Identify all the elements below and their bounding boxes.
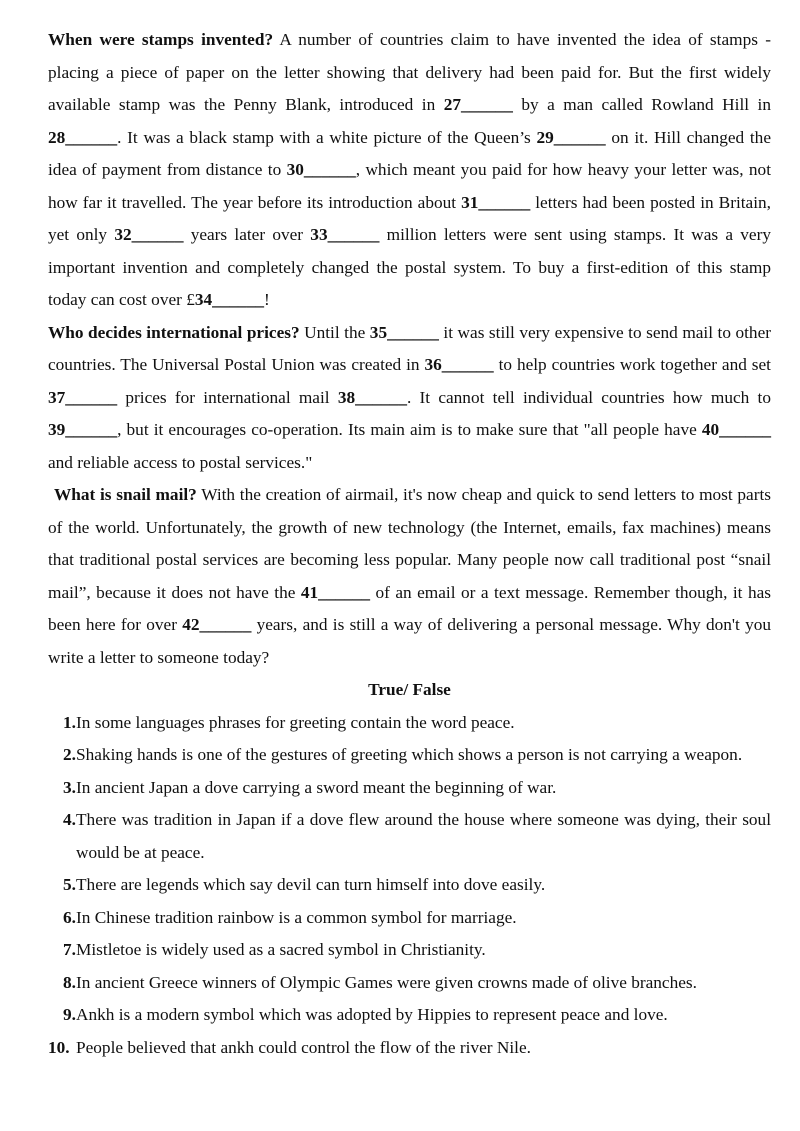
list-item: 4. There was tradition in Japan if a dove flew around the house where someone was dying, their soul would be at peace. bbox=[63, 810, 771, 862]
blank-34: 34______ bbox=[194, 290, 264, 309]
list-item: 8. In ancient Greece winners of Olympic Games were given crowns made of olive branches. bbox=[63, 972, 697, 992]
snail-mail-paragraph: What is snail mail? With the creation of airmail, it's now cheap and quick to send letters to most parts of the world. Unfortunately, the growth of new technology (the Internet, emails, fax machines) means that traditional postal services are becoming less popular. Many people now call traditional post “snail mail”, because it does not have the 41______ of an email or a text message. Remember though, it has been here for over 42______ years, and is still a way of delivering a personal message. Why don't you write a letter to someone today? bbox=[48, 485, 771, 667]
blank-35: 35______ bbox=[369, 322, 439, 342]
blank-27: 27______ bbox=[443, 95, 513, 114]
list-item: 2. Shaking hands is one of the gestures of greeting which shows a person is not carrying a weapon. bbox=[63, 745, 743, 764]
blank-38: 38______ bbox=[337, 387, 407, 407]
blank-41: 41______ bbox=[300, 582, 370, 602]
blank-31: 31______ bbox=[461, 192, 531, 212]
blank-29: 29______ bbox=[536, 127, 606, 147]
prices-heading: Who decides international prices? bbox=[48, 322, 300, 342]
blank-36: 36______ bbox=[424, 355, 494, 374]
blank-40: 40______ bbox=[701, 420, 771, 439]
list-item: 1. In some languages phrases for greeting contain the word peace. bbox=[63, 712, 515, 732]
list-item: 10. People believed that ankh could control the flow of the river Nile. bbox=[48, 1037, 531, 1057]
blank-39: 39______ bbox=[48, 420, 118, 439]
blank-37: 37______ bbox=[48, 387, 118, 407]
snail-mail-heading: What is snail mail? bbox=[54, 485, 197, 504]
blank-32: 32______ bbox=[114, 225, 184, 244]
prices-paragraph: Who decides international prices? Until the 35______ it was still very expensive to send mail to other countries. The Universal Postal Union was created in 36______ to help countries work together and set 37______ prices for international mail 38______. It cannot tell individual countries how much to 39______, but it encourages co-operation. Its main aim is to make sure that "all people have 40______ and reliable access to postal services." bbox=[48, 322, 771, 472]
stamps-heading: When were stamps invented? bbox=[48, 30, 274, 49]
list-item: 7. Mistletoe is widely used as a sacred symbol in Christianity. bbox=[63, 940, 486, 959]
list-item: 5. There are legends which say devil can turn himself into dove easily. bbox=[63, 875, 546, 894]
list-item: 3. In ancient Japan a dove carrying a sword meant the beginning of war. bbox=[63, 777, 557, 797]
list-item: 6. In Chinese tradition rainbow is a common symbol for marriage. bbox=[63, 907, 517, 927]
true-false-list bbox=[48, 707, 771, 1065]
list-item: 9. Ankh is a modern symbol which was adopted by Hippies to represent peace and love. bbox=[63, 1005, 668, 1024]
stamps-paragraph: When were stamps invented? A number of countries claim to have invented the idea of stamps - placing a piece of paper on the letter showing that delivery had been paid for. But the first widely available stamp was the Penny Blank, introduced in 27______ by a man called Rowland Hill in 28______. It was a black stamp with a white picture of the Queen’s 29______ on it. Hill changed the idea of payment from distance to 30______, which meant you paid for how heavy your letter was, not how far it travelled. The year before its introduction about 31______ letters had been posted in Britain, yet only 32______ years later over 33______ million letters were sent using stamps. It was a very important invention and completely changed the postal system. To buy a first-edition of this stamp today can cost over £34______! bbox=[48, 30, 772, 309]
blank-28: 28______ bbox=[48, 127, 118, 147]
blank-33: 33______ bbox=[310, 225, 380, 244]
worksheet-page bbox=[48, 24, 771, 1064]
blank-42: 42______ bbox=[182, 615, 252, 634]
blank-30: 30______ bbox=[286, 160, 356, 179]
true-false-heading: True/ False bbox=[368, 680, 451, 699]
